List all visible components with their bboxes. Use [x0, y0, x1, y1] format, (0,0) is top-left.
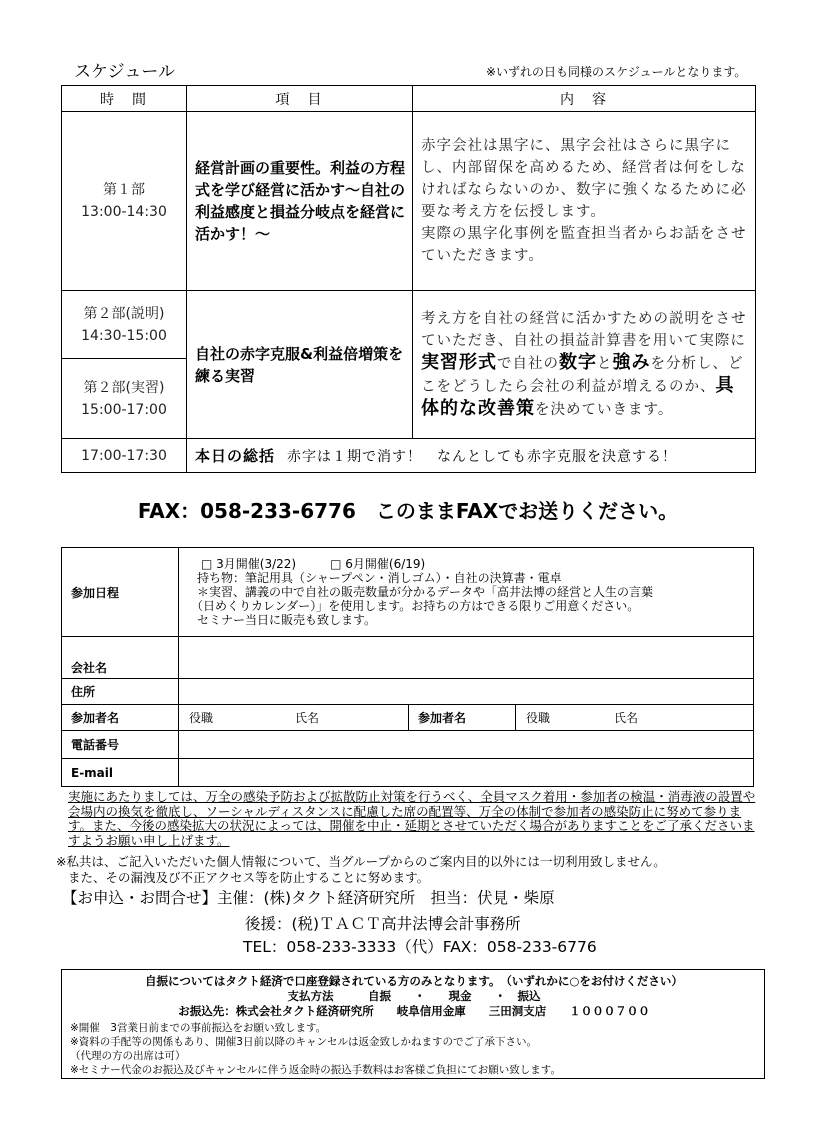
date-note-2: （日めくりカレンダー）」を使用します。お持ちの方はできる限りご用意ください。 — [191, 599, 640, 613]
part3-summary — [187, 439, 756, 473]
participant-field-2[interactable] — [516, 705, 754, 731]
payment-box — [61, 969, 765, 1079]
header-time: 時 間 — [62, 86, 187, 112]
part2-text-2: で自社の — [497, 356, 559, 372]
application-form — [61, 547, 754, 787]
part2-emph-3: 強み — [612, 352, 651, 373]
participant-field-1[interactable] — [179, 705, 409, 731]
part3-content: 赤字は１期で消す！ なんとしても赤字克服を決意する！ — [287, 449, 678, 465]
option-march[interactable]: □ 3月開催(3/22) — [201, 557, 297, 571]
part2-text-5: を決めていきます。 — [535, 402, 674, 418]
payment-note-2: ※資料の手配等の関係もあり、開催3日前以降のキャンセルは返金致しかねますのでご了承下さい。 — [70, 1036, 537, 1048]
date-options — [179, 548, 754, 637]
name-label-2: 氏名 — [614, 711, 639, 725]
company-field[interactable] — [179, 637, 754, 679]
participant-label-1: 参加者名 — [62, 705, 179, 731]
part1-name: 第１部 — [103, 182, 145, 198]
email-label: E-mail — [62, 759, 179, 787]
date-label: 参加日程 — [62, 548, 179, 637]
payment-destination: お振込先：株式会社タクト経済研究所 岐阜信用金庫 三田洞支店 １０００７００ — [178, 1004, 650, 1018]
part3-time: 17:00-17:30 — [62, 439, 187, 473]
payment-method[interactable]: 支払方法 自振 ・ 現金 ・ 振込 — [287, 989, 541, 1003]
bring-items: 持ち物：筆記用具（シャープペン・消しゴム）・自社の決算書・電卓 — [197, 571, 562, 585]
position-label-1: 役職 — [189, 711, 214, 725]
schedule-note: ※いずれの日も同様のスケジュールとなります。 — [486, 65, 747, 79]
tel-line: TEL：058-233-3333（代）FAX：058-233-6776 — [243, 938, 597, 956]
part2a-time-cell — [62, 291, 187, 359]
phone-label: 電話番号 — [62, 731, 179, 759]
part1-time-cell — [62, 112, 187, 291]
part2-emph-1: 実習形式 — [421, 352, 497, 373]
part2-text-1: 考え方を自社の経営に活かすための説明をさせていただき、自社の損益計算書を用いて実際に — [421, 311, 747, 349]
fax-heading: FAX：058-233-6776 このままFAXでお送りください。 — [137, 499, 679, 523]
option-june[interactable]: □ 6月開催(6/19) — [330, 557, 426, 571]
part2a-name: 第２部(説明) — [83, 305, 165, 322]
position-label-2: 役職 — [526, 711, 551, 725]
privacy-notice — [56, 854, 776, 886]
header-item: 項 目 — [187, 86, 413, 112]
part1-content-1: 赤字会社は黒字に、黒字会社はさらに黒字にし、内部留保を高めるため、経営者は何をしなければならないのか、数字に強くなるために必要な考え方を伝授します。 — [421, 138, 747, 220]
name-label-1: 氏名 — [295, 711, 320, 725]
address-field[interactable] — [179, 679, 754, 705]
part3-item: 本日の総括 — [195, 447, 276, 465]
part1-content — [413, 112, 756, 291]
contact-line: 【お申込・お問合せ】主催：(株)タクト経済研究所 担当：伏見・柴原 — [62, 889, 555, 907]
part2-item: 自社の赤字克服&利益倍増策を練る実習 — [187, 291, 413, 439]
payment-note-1: ※開催 3営業日前までの事前振込をお願い致します。 — [70, 1022, 327, 1034]
part2-emph-4: 具体的な改善策 — [421, 375, 735, 419]
part1-content-2: 実際の黒字化事例を監査担当者からお話をさせていただきます。 — [421, 226, 747, 264]
part1-time: 13:00-14:30 — [81, 204, 167, 220]
part2-content — [413, 291, 756, 439]
part2b-time-cell — [62, 359, 187, 439]
part1-item: 経営計画の重要性。利益の方程式を学び経営に活かす～自社の利益感度と損益分岐点を経営に活かす！～ — [187, 112, 413, 291]
part2-text-3: と — [597, 356, 613, 372]
schedule-table — [61, 85, 756, 473]
payment-line-1: 自振についてはタクト経済で口座登録されている方のみとなります。 （いずれかに○をお付けください） — [145, 974, 683, 988]
part2-text-4: を分析し、どこをどうしたら会社の利益が増えるのか、 — [421, 356, 744, 395]
part2a-time: 14:30-15:00 — [81, 327, 167, 344]
header-content: 内 容 — [413, 86, 756, 112]
date-note-3: セミナー当日に販売も致します。 — [197, 613, 377, 627]
company-label: 会社名 — [62, 637, 179, 679]
schedule-title: スケジュール — [74, 62, 175, 82]
part2-emph-2: 数字 — [559, 352, 597, 373]
participant-label-2: 参加者名 — [409, 705, 516, 731]
infection-notice: 実施にあたりましては、万全の感染予防および拡散防止対策を行うべく、全員マスク着用・参加者の検温・消毒液の設置や会場内の換気を徹底し、ソーシャルディスタンスに配慮した席の配置等、万全の体制で参加者の感染防止に努めて参ります。また、今後の感染拡大の状況によっては、開催を中止・延期とさせていただく場合がありますことをご了承くださいますようお願い申し上げます。 — [68, 789, 756, 848]
part2b-name: 第２部(実習) — [83, 379, 165, 396]
email-field[interactable] — [179, 759, 754, 787]
sponsor-line: 後援：(税)ＴＡＣＴ高井法博会計事務所 — [245, 915, 521, 933]
payment-note-4: ※セミナー代金のお振込及びキャンセルに伴う返金時の振込手数料はお客様ご負担にてお願い致します。 — [70, 1064, 561, 1076]
privacy-line-2: また、その漏洩及び不正アクセス等を防止することに努めます。 — [68, 870, 430, 885]
date-note-1: ＊実習、講義の中で自社の販売数量が分かるデータや「高井法博の経営と人生の言葉 — [197, 585, 654, 599]
part2b-time: 15:00-17:00 — [81, 401, 167, 418]
address-label: 住所 — [62, 679, 179, 705]
phone-field[interactable] — [179, 731, 754, 759]
privacy-line-1: ※私共は、ご記入いただいた個人情報について、当グループからのご案内目的以外には一切利用致しません。 — [56, 854, 666, 869]
payment-note-3: （代理の方の出席は可） — [70, 1050, 186, 1062]
